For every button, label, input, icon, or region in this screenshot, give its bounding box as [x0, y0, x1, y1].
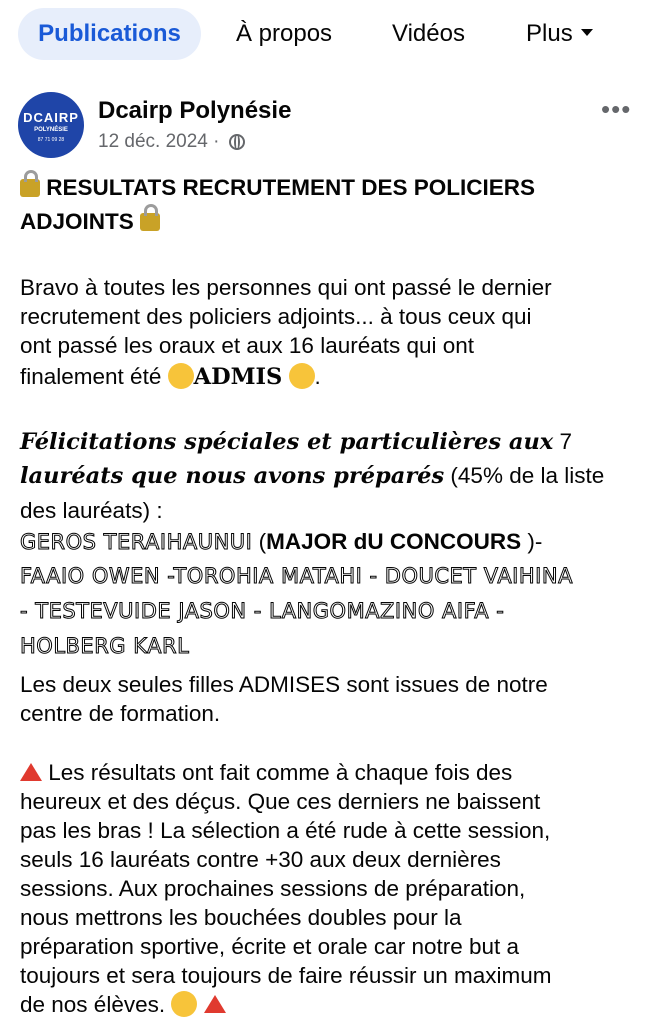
profile-tabs	[0, 0, 653, 70]
red-triangle-icon	[204, 995, 226, 1013]
names-line-1	[20, 527, 542, 557]
post-author[interactable]: Dcairp Polynésie	[98, 97, 292, 124]
post-text-span: 7	[553, 429, 572, 454]
globe-icon	[229, 134, 245, 150]
post-text-line	[20, 461, 604, 491]
post-text-line: pas les bras ! La sélection a été rude à cette session,	[20, 818, 551, 843]
post-title-line-2	[20, 207, 160, 236]
post-text-span: Les résultats ont fait comme à chaque fois des	[42, 760, 513, 785]
caret-down-icon	[581, 29, 593, 36]
post-text-line	[20, 990, 226, 1019]
post-text-line: seuls 16 lauréats contre +30 aux deux dernières	[20, 847, 501, 872]
lock-icon	[20, 179, 40, 197]
post-text-span: .	[314, 364, 321, 389]
avatar-logo-subtext: POLYNÉSIE	[34, 127, 68, 133]
name-text: GEROS TERAIHAUNUI	[20, 530, 253, 554]
post-text-line: des lauréats) :	[20, 498, 163, 523]
post-text-line: recrutement des policiers adjoints... à tous ceux qui	[20, 304, 532, 329]
post-title-text-2: ADJOINTS	[20, 209, 134, 234]
post-text-span: finalement été	[20, 364, 162, 389]
post-text-line	[20, 427, 572, 457]
avatar-logo-text: DCAIRP	[23, 110, 79, 125]
post-text-span: (45% de la liste	[444, 463, 605, 488]
heart-eyes-emoji	[171, 991, 197, 1017]
post-text-line	[20, 362, 321, 392]
avatar-logo-phone: 87 71 09 28	[37, 137, 65, 143]
party-face-emoji	[168, 363, 194, 389]
names-line-3: - TESTEVUIDE JASON - LANGOMAZINO AIFA -	[20, 599, 505, 623]
post-meta	[98, 131, 245, 153]
post-title-line-1	[20, 173, 535, 202]
laureats-text: lauréats que nous avons préparés	[20, 463, 445, 489]
post-text-line: centre de formation.	[20, 701, 221, 726]
post-text-line: toujours et sera toujours de faire réussir un maximum	[20, 963, 552, 988]
post-text-line: heureux et des déçus. Que ces derniers ne baissent	[20, 789, 541, 814]
post-text-line	[20, 758, 512, 787]
post-text-line: Bravo à toutes les personnes qui ont passé le dernier	[20, 275, 552, 300]
post-text-line: préparation sportive, écrite et orale car notre but a	[20, 934, 520, 959]
names-line-4: HOLBERG KARL	[20, 634, 190, 658]
post-text-span: de nos élèves.	[20, 992, 166, 1017]
star-struck-emoji	[289, 363, 315, 389]
major-text: MAJOR dU CONCOURS	[266, 529, 522, 554]
names-line-2: FAAIO OWEN -TOROHIA MATAHI - DOUCET VAIHINA	[20, 564, 573, 588]
more-options-button[interactable]: •••	[601, 94, 632, 124]
post-text-span: )-	[521, 529, 543, 554]
tab-about[interactable]: À propos	[236, 20, 333, 47]
post-text-line: sessions. Aux prochaines sessions de préparation,	[20, 876, 526, 901]
post-title-text-1: RESULTATS RECRUTEMENT DES POLICIERS	[46, 175, 536, 200]
felicitations-text: Félicitations spéciales et particulières aux	[20, 429, 554, 455]
avatar[interactable]	[18, 92, 84, 158]
post-text-span: (	[252, 529, 267, 554]
post-date[interactable]: 12 déc. 2024 ·	[98, 131, 220, 152]
tab-more-label: Plus	[526, 20, 573, 47]
lock-icon	[140, 213, 160, 231]
admis-text: ADMIS	[193, 364, 283, 390]
red-triangle-icon	[20, 763, 42, 781]
tab-publications[interactable]: Publications	[18, 8, 201, 60]
tab-more[interactable]	[526, 8, 593, 60]
tab-videos[interactable]: Vidéos	[392, 20, 465, 47]
post-text-line: nous mettrons les bouchées doubles pour la	[20, 905, 462, 930]
post-text-line: ont passé les oraux et aux 16 lauréats qui ont	[20, 333, 475, 358]
post-text-line: Les deux seules filles ADMISES sont issues de notre	[20, 672, 548, 697]
